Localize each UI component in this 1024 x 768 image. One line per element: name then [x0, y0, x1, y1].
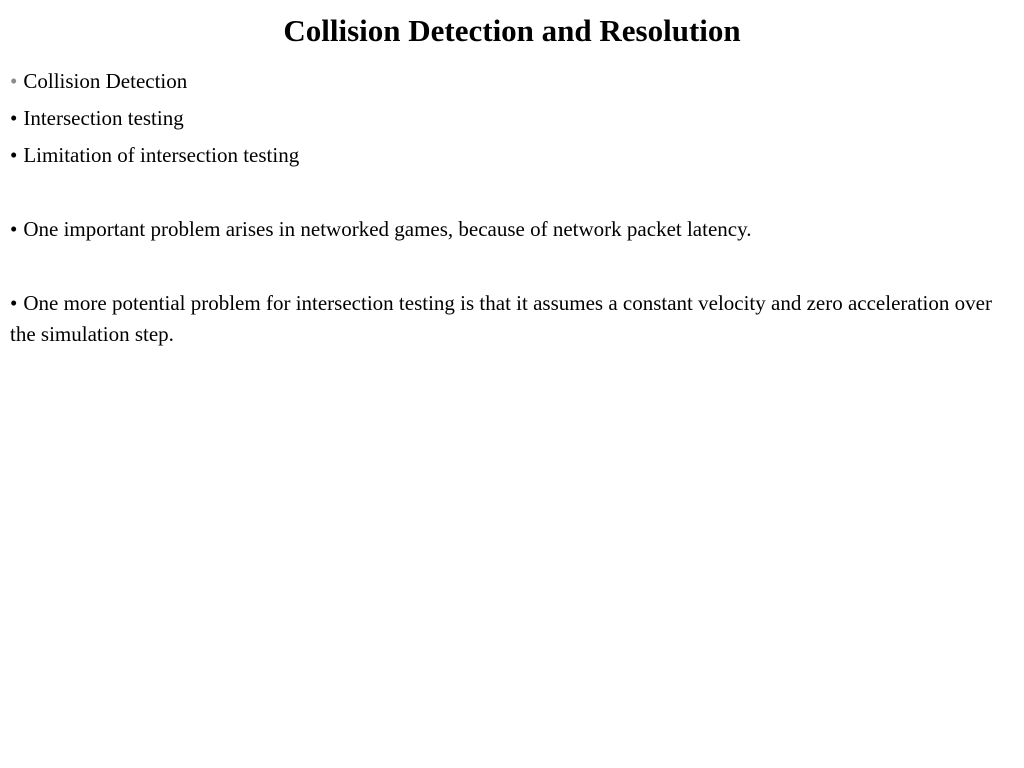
bullet-text: One more potential problem for intersection testing is that it assumes a constant velocity and zero acceleration over the simulation step. [10, 291, 992, 346]
bullet-text: Collision Detection [23, 69, 188, 93]
bullet-icon: • [10, 217, 18, 241]
bullet-icon: • [10, 69, 18, 93]
bullet-text: One important problem arises in networked games, because of network packet latency. [23, 217, 752, 241]
bullet-item [10, 214, 1010, 245]
bullet-text: Intersection testing [23, 106, 184, 130]
slide-title: Collision Detection and Resolution [283, 13, 741, 48]
bullet-item [10, 66, 1010, 97]
bullet-item [10, 288, 1010, 350]
bullet-item [10, 140, 1010, 171]
bullet-icon: • [10, 291, 18, 315]
bullet-icon: • [10, 143, 18, 167]
bullet-list [10, 66, 1010, 350]
bullet-icon: • [10, 106, 18, 130]
bullet-item [10, 103, 1010, 134]
bullet-text: Limitation of intersection testing [23, 143, 300, 167]
